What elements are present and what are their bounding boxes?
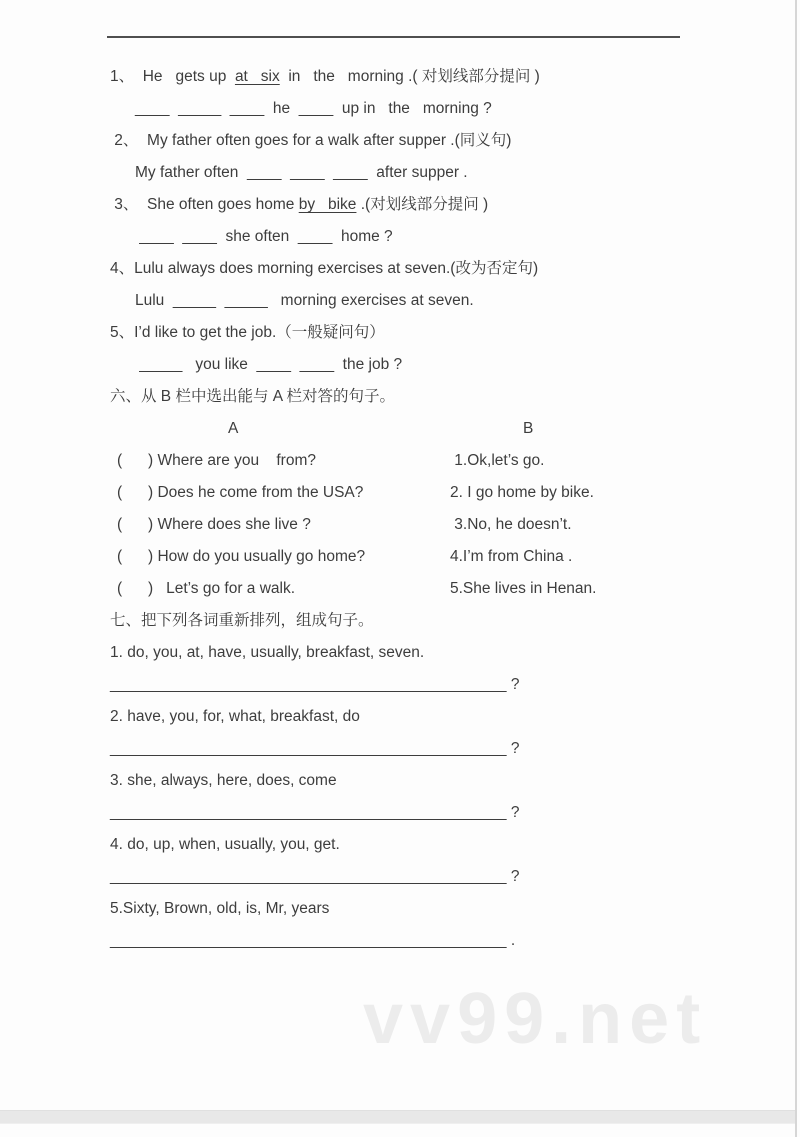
transform-question-2 bbox=[110, 125, 730, 157]
rearrange-blank-5: ______________________________________________ . bbox=[110, 932, 516, 949]
rearrange-blank-2: ______________________________________________ ? bbox=[110, 740, 520, 757]
matching-item-a: ( ) Does he come from the USA? bbox=[117, 484, 364, 501]
top-horizontal-rule bbox=[107, 36, 680, 38]
matching-row-4 bbox=[110, 541, 730, 573]
rearrange-words-3: 3. she, always, here, does, come bbox=[110, 772, 337, 789]
question-text: .(对划线部分提问 ) bbox=[356, 196, 489, 213]
matching-row-1 bbox=[110, 445, 730, 477]
transform-answer-1: ____ _____ ____ he ____ up in the morning ? bbox=[135, 100, 492, 117]
column-b-header: B bbox=[523, 420, 534, 437]
rearrange-blank-1: ______________________________________________ ? bbox=[110, 676, 520, 693]
matching-item-a: ( ) Let’s go for a walk. bbox=[117, 580, 296, 597]
matching-item-b: 2. I go home by bike. bbox=[450, 484, 594, 501]
question-text: 4、Lulu always does morning exercises at seven.(改为否定句) bbox=[110, 260, 539, 277]
question-text: 2、 My father often goes for a walk after supper .(同义句) bbox=[110, 132, 512, 149]
worksheet-content bbox=[110, 61, 730, 957]
transform-question-5 bbox=[110, 317, 730, 349]
transform-question-1 bbox=[110, 61, 730, 93]
matching-row-3 bbox=[110, 509, 730, 541]
transform-answer-4: Lulu _____ _____ morning exercises at seven. bbox=[135, 292, 474, 309]
section-six-title: 六、从 B 栏中选出能与 A 栏对答的句子。 bbox=[110, 388, 396, 405]
rearrange-words-2: 2. have, you, for, what, breakfast, do bbox=[110, 708, 360, 725]
underlined-phrase: at six bbox=[234, 68, 280, 85]
matching-item-a: ( ) Where does she live ? bbox=[117, 516, 311, 533]
page-break-strip bbox=[0, 1110, 795, 1124]
matching-item-a: ( ) How do you usually go home? bbox=[117, 548, 366, 565]
transform-question-4 bbox=[110, 253, 730, 285]
underlined-phrase: by bike bbox=[298, 196, 357, 213]
question-text: 3、 She often goes home bbox=[110, 196, 299, 213]
watermark: vv99.net bbox=[363, 979, 708, 1059]
matching-item-b: 4.I’m from China . bbox=[450, 548, 573, 565]
transform-answer-3: ____ ____ she often ____ home ? bbox=[135, 228, 393, 245]
question-text: in the morning .( 对划线部分提问 ) bbox=[279, 68, 540, 85]
column-a-header: A bbox=[228, 420, 239, 437]
rearrange-words-5: 5.Sixty, Brown, old, is, Mr, years bbox=[110, 900, 330, 917]
question-text: 5、I’d like to get the job.（一般疑问句） bbox=[110, 324, 385, 341]
matching-item-b: 1.Ok,let’s go. bbox=[450, 452, 545, 469]
matching-row-2 bbox=[110, 477, 730, 509]
question-text: 1、 He gets up bbox=[110, 68, 235, 85]
matching-item-a: ( ) Where are you from? bbox=[117, 452, 316, 469]
transform-question-3 bbox=[110, 189, 730, 221]
right-edge-line bbox=[795, 0, 797, 1137]
transform-answer-2: My father often ____ ____ ____ after supper . bbox=[135, 164, 468, 181]
matching-item-b: 5.She lives in Henan. bbox=[450, 580, 597, 597]
rearrange-blank-3: ______________________________________________ ? bbox=[110, 804, 520, 821]
matching-item-b: 3.No, he doesn’t. bbox=[450, 516, 572, 533]
rearrange-words-4: 4. do, up, when, usually, you, get. bbox=[110, 836, 340, 853]
rearrange-blank-4: ______________________________________________ ? bbox=[110, 868, 520, 885]
section-seven-title: 七、把下列各词重新排列，组成句子。 bbox=[110, 612, 374, 629]
transform-answer-5: _____ you like ____ ____ the job ? bbox=[135, 356, 403, 373]
rearrange-words-1: 1. do, you, at, have, usually, breakfast, seven. bbox=[110, 644, 425, 661]
matching-column-headers bbox=[110, 413, 730, 445]
matching-row-5 bbox=[110, 573, 730, 605]
